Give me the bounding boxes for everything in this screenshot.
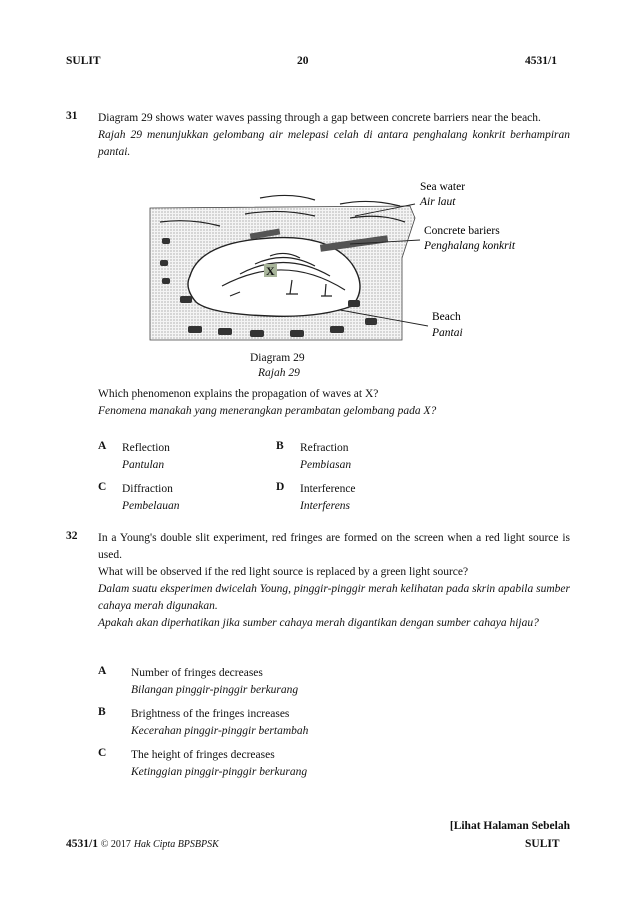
header-right: 4531/1 <box>525 55 557 67</box>
label-beach-ms: Pantai <box>432 327 463 339</box>
option-32-c-ms: Ketinggian pinggir-pinggir berkurang <box>131 766 308 778</box>
rock <box>162 238 170 244</box>
option-31-a-ms: Pantulan <box>122 459 165 471</box>
point-x-label: X <box>266 264 275 278</box>
option-32-a-ms: Bilangan pinggir-pinggir berkurang <box>131 684 299 696</box>
option-31-c-ms: Pembelauan <box>122 500 180 512</box>
footer-code: 4531/1 <box>66 838 98 850</box>
question-31-prompt-en: Which phenomenon explains the propagation of waves at X? <box>98 388 379 400</box>
option-32-a-en: Number of fringes decreases <box>131 667 263 679</box>
option-32-b-en: Brightness of the fringes increases <box>131 708 290 720</box>
sea-wave <box>260 195 315 200</box>
next-page-note: [Lihat Halaman Sebelah <box>449 820 570 832</box>
question-31-text-ms: Rajah 29 menunjukkan gelombang air melepasi celah di antara penghalang konkrit berhampiran pantai. <box>98 129 570 158</box>
header-left: SULIT <box>66 55 101 67</box>
label-beach-en: Beach <box>432 311 461 323</box>
option-31-a-letter: A <box>98 440 107 452</box>
diagram-caption-ms: Rajah 29 <box>258 367 300 379</box>
option-31-b-letter: B <box>276 440 284 452</box>
rock <box>365 318 377 325</box>
rock <box>218 328 232 335</box>
footer-publisher: Hak Cipta BPSBPSK <box>133 839 219 850</box>
rock <box>180 296 192 303</box>
option-32-a-letter: A <box>98 665 107 677</box>
option-32-a[interactable] <box>131 665 298 699</box>
question-31-number: 31 <box>66 110 78 122</box>
question-32-prompt-en: What will be observed if the red light source is replaced by a green light source? <box>98 566 469 578</box>
option-31-b[interactable] <box>300 440 351 474</box>
label-barriers-ms: Penghalang konkrit <box>424 240 516 252</box>
footer-left <box>66 838 219 850</box>
diagram-caption-en: Diagram 29 <box>250 352 305 364</box>
option-32-c-en: The height of fringes decreases <box>131 749 275 761</box>
option-31-d-letter: D <box>276 481 285 493</box>
label-sea-water-ms: Air laut <box>420 196 456 208</box>
rock <box>290 330 304 337</box>
option-31-b-ms: Pembiasan <box>300 459 352 471</box>
option-32-c-letter: C <box>98 747 107 759</box>
footer-sulit: SULIT <box>525 838 560 850</box>
option-31-c[interactable] <box>122 481 179 515</box>
option-32-b-ms: Kecerahan pinggir-pinggir bertambah <box>131 725 309 737</box>
question-32-text-en: In a Young's double slit experiment, red fringes are formed on the screen when a red light source is used. <box>98 532 570 561</box>
label-barriers-en: Concrete bariers <box>424 225 500 237</box>
option-31-c-en: Diffraction <box>122 483 173 495</box>
rock <box>188 326 202 333</box>
diagram-29 <box>140 178 570 378</box>
page-number: 20 <box>297 55 309 67</box>
rock <box>250 330 264 337</box>
label-sea-water-en: Sea water <box>420 181 466 193</box>
rock <box>160 260 168 266</box>
question-32-text-ms: Dalam suatu eksperimen dwicelah Young, pinggir-pinggir merah kelihatan pada skrin apabila sumber cahaya merah digunakan. <box>98 583 570 612</box>
option-31-a[interactable] <box>122 440 170 474</box>
question-32-number: 32 <box>66 530 78 542</box>
rock <box>348 300 360 307</box>
option-31-d-en: Interference <box>300 483 356 495</box>
option-31-c-letter: C <box>98 481 107 493</box>
option-32-c[interactable] <box>131 747 307 781</box>
rock <box>330 326 344 333</box>
footer-copyright: © 2017 <box>100 839 131 850</box>
sea-wave <box>340 201 400 206</box>
question-31-text <box>98 110 570 161</box>
option-31-d[interactable] <box>300 481 356 515</box>
question-32-text <box>98 530 570 632</box>
option-31-d-ms: Interferens <box>300 500 351 512</box>
option-31-b-en: Refraction <box>300 442 349 454</box>
option-32-b[interactable] <box>131 706 308 740</box>
question-31-prompt-ms: Fenomena manakah yang menerangkan perambatan gelombang pada X? <box>98 405 437 417</box>
rock <box>162 278 170 284</box>
option-32-b-letter: B <box>98 706 106 718</box>
option-31-a-en: Reflection <box>122 442 170 454</box>
question-31-text-en: Diagram 29 shows water waves passing through a gap between concrete barriers near the beach. <box>98 112 541 124</box>
question-32-prompt-ms: Apakah akan diperhatikan jika sumber cahaya merah digantikan dengan sumber cahaya hijau? <box>98 617 539 629</box>
